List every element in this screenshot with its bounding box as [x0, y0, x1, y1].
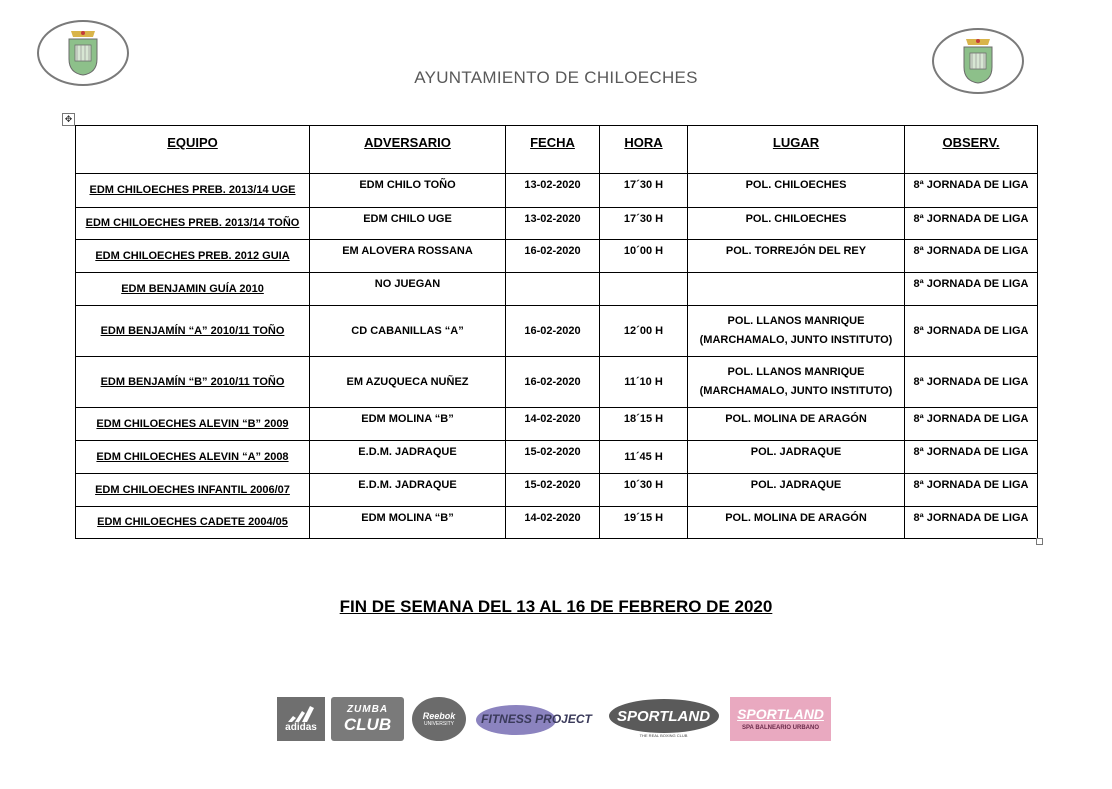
reebok-university-logo — [412, 697, 466, 741]
cell-observ: 8ª JORNADA DE LIGA — [905, 208, 1038, 240]
cell-lugar: POL. MOLINA DE ARAGÓN — [688, 408, 905, 441]
table-row — [76, 306, 1038, 357]
cell-observ: 8ª JORNADA DE LIGA — [905, 408, 1038, 441]
cell-adversario: EDM MOLINA “B” — [310, 507, 506, 539]
spa-tagline: SPA BALNEARIO URBANO — [741, 725, 819, 731]
cell-lugar: POL. CHILOECHES — [688, 208, 905, 240]
header-observ: OBSERV. — [905, 126, 1038, 174]
table-row — [76, 208, 1038, 240]
cell-observ: 8ª JORNADA DE LIGA — [905, 306, 1038, 357]
cell-equipo: EDM CHILOECHES ALEVIN “B” 2009 — [76, 408, 310, 441]
cell-lugar — [688, 357, 905, 408]
cell-equipo: EDM CHILOECHES ALEVIN “A” 2008 — [76, 441, 310, 474]
header-hora: HORA — [600, 126, 688, 174]
zumba-label: ZUMBA — [346, 704, 389, 715]
adidas-label: adidas — [285, 722, 317, 733]
table-header-row — [76, 126, 1038, 174]
cell-observ: 8ª JORNADA DE LIGA — [905, 174, 1038, 208]
cell-adversario: EM ALOVERA ROSSANA — [310, 240, 506, 273]
sportland-logo — [607, 697, 720, 741]
cell-fecha: 15-02-2020 — [506, 441, 600, 474]
cell-lugar-line2: (MARCHAMALO, JUNTO INSTITUTO) — [699, 334, 893, 346]
cell-observ: 8ª JORNADA DE LIGA — [905, 240, 1038, 273]
cell-adversario: CD CABANILLAS “A” — [310, 306, 506, 357]
fitness-project-label: FITNESS PROJECT — [481, 712, 592, 726]
cell-equipo: EDM BENJAMIN GUÍA 2010 — [76, 273, 310, 306]
cell-hora: 11´45 H — [600, 441, 688, 474]
cell-lugar-line1: POL. LLANOS MANRIQUE — [727, 366, 865, 378]
cell-fecha: 13-02-2020 — [506, 208, 600, 240]
cell-hora — [600, 273, 688, 306]
table-move-handle-icon[interactable]: ✥ — [62, 113, 75, 126]
table-row — [76, 507, 1038, 539]
cell-fecha: 14-02-2020 — [506, 507, 600, 539]
sportland-spa-logo — [730, 697, 831, 741]
cell-adversario: NO JUEGAN — [310, 273, 506, 306]
table-row — [76, 174, 1038, 208]
cell-fecha: 14-02-2020 — [506, 408, 600, 441]
cell-fecha: 16-02-2020 — [506, 357, 600, 408]
cell-hora: 11´10 H — [600, 357, 688, 408]
cell-lugar — [688, 273, 905, 306]
cell-equipo: EDM CHILOECHES PREB. 2013/14 UGE — [76, 174, 310, 208]
cell-lugar: POL. JADRAQUE — [688, 441, 905, 474]
sportland-spa-label: SPORTLAND — [737, 706, 824, 722]
cell-lugar: POL. JADRAQUE — [688, 474, 905, 507]
cell-equipo: EDM BENJAMÍN “A” 2010/11 TOÑO — [76, 306, 310, 357]
table-row — [76, 474, 1038, 507]
sponsor-logos — [0, 697, 1112, 743]
cell-hora: 18´15 H — [600, 408, 688, 441]
cell-adversario: EDM CHILO TOÑO — [310, 174, 506, 208]
adidas-stripes-icon — [286, 704, 316, 722]
cell-equipo: EDM CHILOECHES PREB. 2013/14 TOÑO — [76, 208, 310, 240]
zumba-club-logo — [331, 697, 404, 741]
cell-observ: 8ª JORNADA DE LIGA — [905, 474, 1038, 507]
cell-lugar-line1: POL. LLANOS MANRIQUE — [727, 315, 865, 327]
cell-equipo: EDM CHILOECHES CADETE 2004/05 — [76, 507, 310, 539]
table-row — [76, 441, 1038, 474]
header-equipo: EQUIPO — [76, 126, 310, 174]
cell-equipo: EDM CHILOECHES PREB. 2012 GUIA — [76, 240, 310, 273]
page-title: AYUNTAMIENTO DE CHILOECHES — [414, 68, 698, 87]
cell-equipo: EDM CHILOECHES INFANTIL 2006/07 — [76, 474, 310, 507]
cell-lugar: POL. MOLINA DE ARAGÓN — [688, 507, 905, 539]
cell-hora: 10´30 H — [600, 474, 688, 507]
header-adversario: ADVERSARIO — [310, 126, 506, 174]
sportland-label: SPORTLAND — [616, 707, 711, 725]
adidas-logo — [277, 697, 325, 741]
fitness-project-logo — [474, 697, 599, 741]
club-label: CLUB — [343, 715, 392, 734]
cell-adversario: EM AZUQUECA NUÑEZ — [310, 357, 506, 408]
cell-lugar: POL. CHILOECHES — [688, 174, 905, 208]
cell-observ: 8ª JORNADA DE LIGA — [905, 273, 1038, 306]
cell-adversario: E.D.M. JADRAQUE — [310, 441, 506, 474]
sportland-badge — [609, 699, 719, 733]
cell-lugar — [688, 306, 905, 357]
cell-fecha: 13-02-2020 — [506, 174, 600, 208]
cell-hora: 12´00 H — [600, 306, 688, 357]
university-label: UNIVERSITY — [423, 720, 454, 727]
reebok-label: Reebok — [422, 710, 456, 721]
table-row — [76, 273, 1038, 306]
sportland-tagline: THE REAL BOXING CLUB — [639, 733, 688, 738]
cell-fecha: 16-02-2020 — [506, 306, 600, 357]
cell-equipo: EDM BENJAMÍN “B” 2010/11 TOÑO — [76, 357, 310, 408]
cell-hora: 17´30 H — [600, 174, 688, 208]
cell-observ: 8ª JORNADA DE LIGA — [905, 507, 1038, 539]
cell-fecha: 15-02-2020 — [506, 474, 600, 507]
cell-hora: 19´15 H — [600, 507, 688, 539]
cell-fecha: 16-02-2020 — [506, 240, 600, 273]
cell-hora: 10´00 H — [600, 240, 688, 273]
table-row — [76, 357, 1038, 408]
cell-observ: 8ª JORNADA DE LIGA — [905, 357, 1038, 408]
cell-lugar-line2: (MARCHAMALO, JUNTO INSTITUTO) — [699, 385, 893, 397]
table-row — [76, 240, 1038, 273]
table-row — [76, 408, 1038, 441]
cell-observ: 8ª JORNADA DE LIGA — [905, 441, 1038, 474]
cell-adversario: EDM MOLINA “B” — [310, 408, 506, 441]
weekend-title: FIN DE SEMANA DEL 13 AL 16 DE FEBRERO DE 2020 — [339, 597, 773, 616]
schedule-table — [75, 125, 1038, 539]
cell-adversario: E.D.M. JADRAQUE — [310, 474, 506, 507]
cell-fecha — [506, 273, 600, 306]
header-fecha: FECHA — [506, 126, 600, 174]
table-resize-handle[interactable] — [1036, 538, 1043, 545]
cell-hora: 17´30 H — [600, 208, 688, 240]
header-lugar: LUGAR — [688, 126, 905, 174]
cell-lugar: POL. TORREJÓN DEL REY — [688, 240, 905, 273]
cell-adversario: EDM CHILO UGE — [310, 208, 506, 240]
